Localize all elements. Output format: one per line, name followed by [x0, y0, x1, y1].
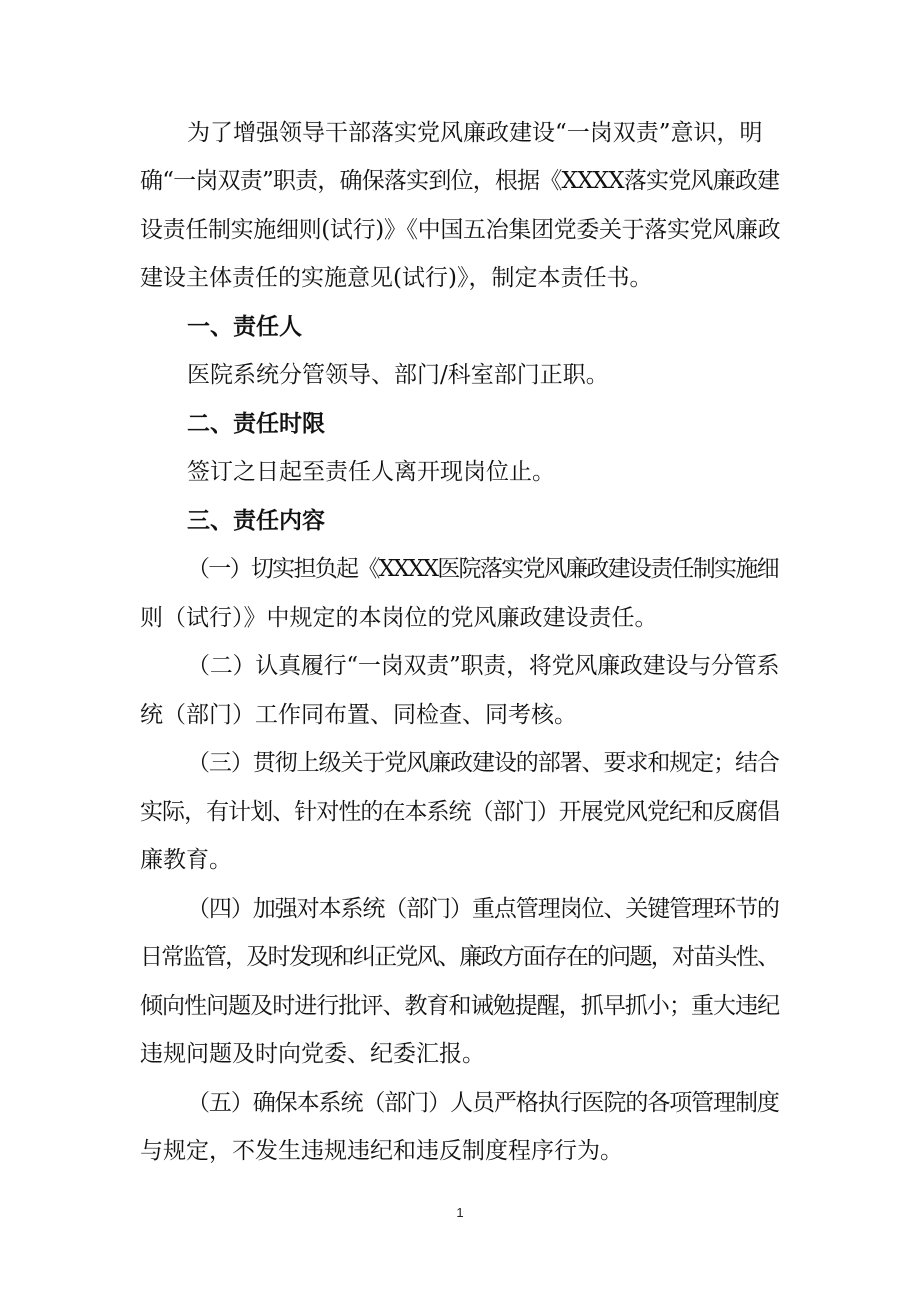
item-2-line-2: 统（部门）工作同布置、同检查、同考核。	[140, 702, 577, 728]
paragraph-intro-line-3: 设责任制实施细则(试行)》《中国五冶集团党委关于落实党风廉政	[140, 217, 781, 243]
item-5-line-1: （五）确保本系统（部门）人员严格执行医院的各项管理制度	[187, 1090, 779, 1116]
item-1-line-1: （一）切实担负起《XXXX医院落实党风廉政建设责任制实施细	[187, 556, 778, 582]
item-4-line-2: 日常监管，及时发现和纠正党风、廉政方面存在的问题，对苗头性、	[140, 944, 779, 970]
item-3-line-2: 实际，有计划、针对性的在本系统（部门）开展党风党纪和反腐倡	[140, 799, 780, 825]
responsible-person-text: 医院系统分管领导、部门/科室部门正职。	[187, 362, 609, 388]
heading-responsible-person: 一、责任人	[187, 313, 302, 340]
heading-responsibility-content: 三、责任内容	[187, 507, 325, 534]
responsibility-period-text: 签订之日起至责任人离开现岗位止。	[187, 459, 555, 485]
item-4-line-1: （四）加强对本系统（部门）重点管理岗位、关键管理环节的	[187, 896, 779, 922]
heading-responsibility-period: 二、责任时限	[187, 410, 325, 437]
item-4-line-4: 违规问题及时向党委、纪委汇报。	[140, 1041, 485, 1067]
item-1-line-2: 则（试行）》中规定的本岗位的党风廉政建设责任。	[140, 605, 658, 631]
page-number: 1	[456, 1205, 464, 1220]
paragraph-intro-line-2: 确“一岗双责”职责，确保落实到位，根据《XXXX落实党风廉政建	[140, 168, 780, 194]
paragraph-intro-line-1: 为了增强领导干部落实党风廉政建设“一岗双责”意识，明	[187, 120, 763, 146]
item-2-line-1: （二）认真履行“一岗双责”职责，将党风廉政建设与分管系	[187, 653, 780, 679]
paragraph-intro-line-4: 建设主体责任的实施意见(试行)》，制定本责任书。	[140, 265, 653, 291]
item-4-line-3: 倾向性问题及时进行批评、教育和诫勉提醒，抓早抓小；重大违纪	[140, 993, 780, 1019]
item-3-line-3: 廉教育。	[140, 847, 232, 873]
item-3-line-1: （三）贯彻上级关于党风廉政建设的部署、要求和规定；结合	[187, 750, 779, 776]
item-5-line-2: 与规定，不发生违规违纪和违反制度程序行为。	[140, 1138, 623, 1164]
